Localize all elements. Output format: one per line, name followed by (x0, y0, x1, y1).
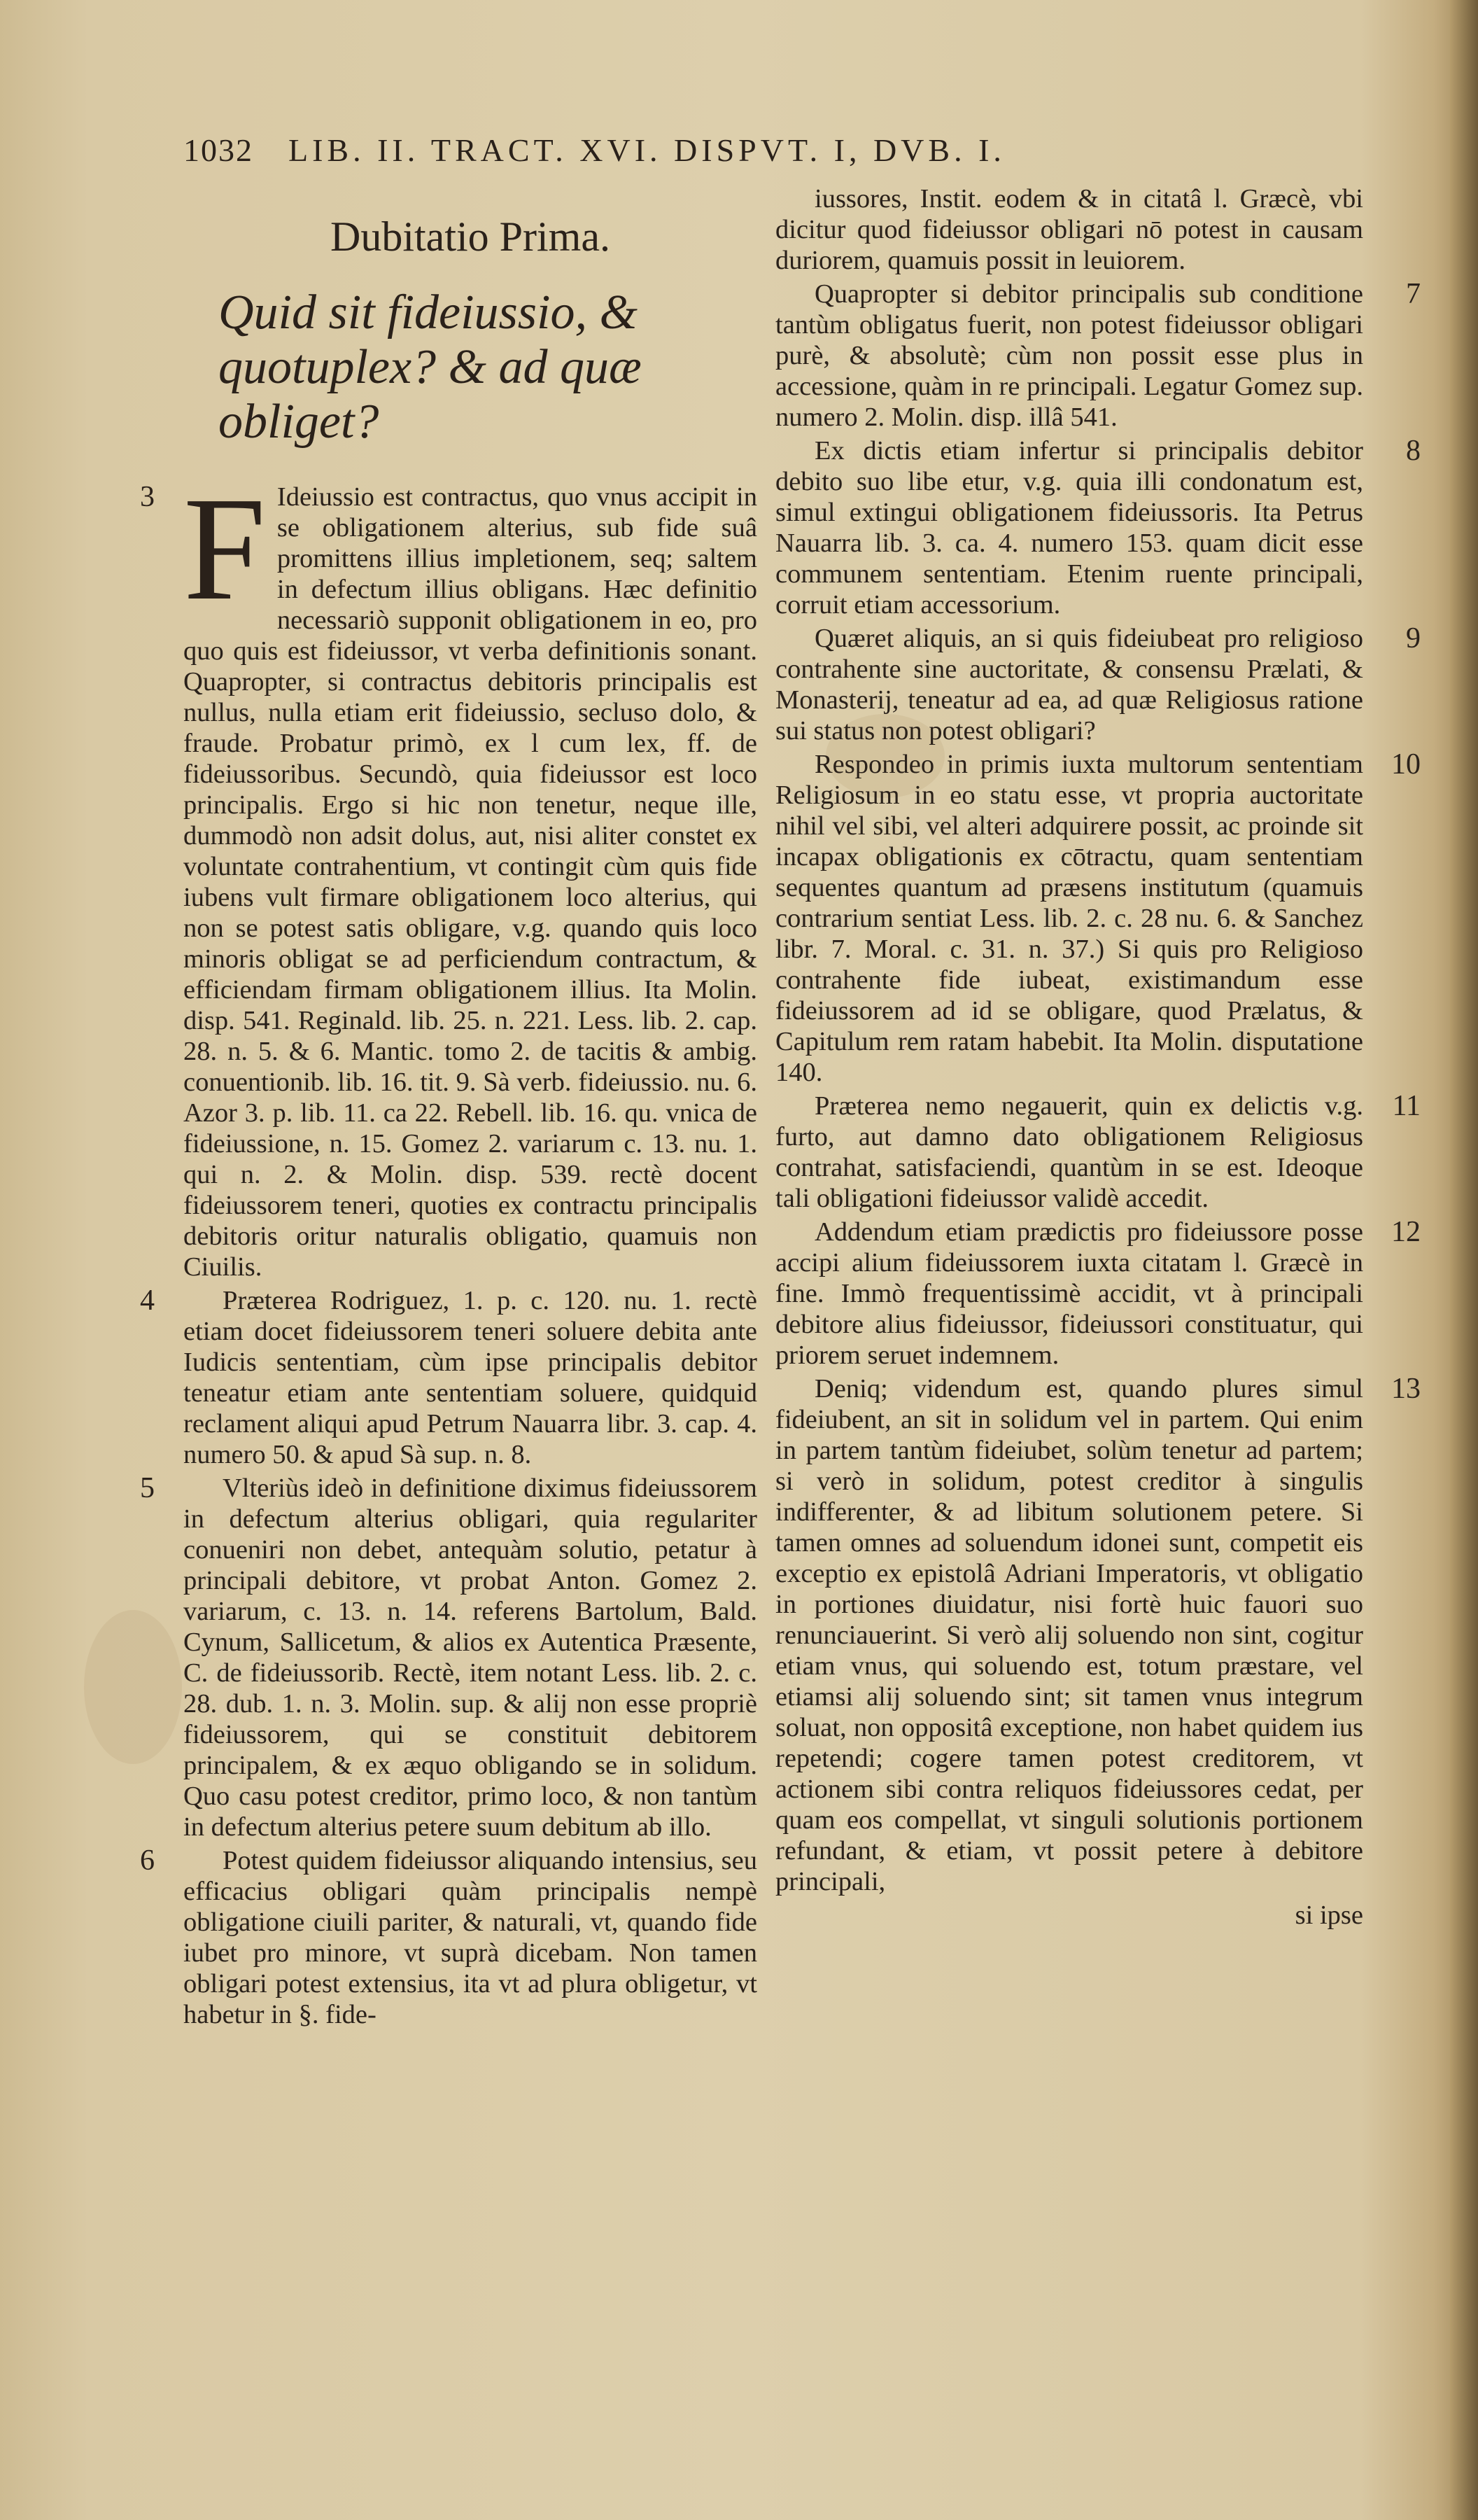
marginal-number: 12 (1391, 1216, 1421, 1248)
section-title: Dubitatio Prima. (330, 214, 610, 260)
marginal-number: 9 (1406, 622, 1421, 654)
paragraph-text: si ipse (1295, 1900, 1363, 1930)
paragraph-text: Quapropter si debitor principalis sub conditione tantùm obligatus fuerit, non potest fideiussor obligari purè, & absolutè; cùm non possit esse plus in accessione, quàm in re principali. Legatur Gomez sup. numero 2. Molin. disp. illâ 541. (775, 279, 1363, 432)
paragraph (775, 1090, 1421, 1214)
paragraph (775, 748, 1421, 1088)
paragraph-text: iussores, Instit. eodem & in citatâ l. Græcè, vbi dicitur quod fideiussor obligari nō potest in causam duriorem, quamuis possit in leuiorem. (775, 184, 1363, 275)
left-column (140, 203, 757, 2033)
paragraph-text: Vlteriùs ideò in definitione diximus fideiussorem in defectum alterius obligari, quia regulariter conueniri non debet, antequàm solutio, petatur à principali debitore, vt probat Anton. Gomez 2. variarum, c. 13. n. 14. referens Bartolum, Bald. Cynum, Sallicetum, & alios ex Autentica Præsente, C. de fideiussorib. Rectè, item notant Less. lib. 2. c. 28. dub. 1. n. 3. Molin. sup. & alij non esse propriè fideiussorem, qui se constituit debitorem principalem, & ex æquo obligando se in solidum. Quo casu potest creditor, primo loco, & non tantùm in defectum alterius petere suum debitum ab illo. (183, 1474, 757, 1842)
marginal-number: 7 (1406, 278, 1421, 310)
section-question: Quid sit fideiussio, & quotuplex? & ad quæ obliget? (218, 286, 642, 449)
paragraph-text: Quæret aliquis, an si quis fideiubeat pro religioso contrahente sine auctoritate, & consensu Prælati, & Monasterij, teneatur ad ea, ad quæ Religiosus ratione sui status non potest obligari? (775, 624, 1363, 746)
paragraph (775, 622, 1421, 746)
paragraph (775, 183, 1363, 276)
paragraph-text: Ideiussio est contractus, quo vnus accipit in se obligationem alterius, sub fide suâ promittens illius impletionem, seq; saltem in defectum illius obligans. Hæc definitio necessariò supponit obligationem in eo, pro quo quis est fideiussor, vt verba definitionis sonant. Quapropter, si contractus debitoris principalis est nullus, nulla etiam erit fideiussio, secluso dolo, & fraude. Probatur primò, ex l cum lex, ff. de fideiussoribus. Secundò, quia fideiussor est loco principalis. Ergo si hic non tenetur, neque ille, dummodò non adsit dolus, aut, nisi aliter constet ex voluntate contrahentium, vt contingit cùm quis fide iubens vult firmare obligationem loco alterius, qui non se potest satis obligare, v.g. quando quis loco minoris obligat se ad perficiendum contractum, & efficiendam firmam obligationem illius. Ita Molin. disp. 541. Reginald. lib. 25. n. 221. Less. lib. 2. cap. 28. n. 5. & 6. Mantic. tomo 2. de tacitis & ambig. conuentionib. lib. 16. tit. 9. Sà verb. fideiussio. nu. 6. Azor 3. p. lib. 11. ca 22. Rebell. lib. 16. qu. vnica de fideiussione, n. 15. Gomez 2. variarum c. 13. nu. 1. qui n. 2. & Molin. disp. 539. rectè docent fideiussorem teneri, quoties ex contractu principalis debitoris oritur naturalis obligatio, quamuis non Ciuilis. (183, 482, 757, 1282)
running-header (183, 132, 1401, 169)
paragraph-text: Addendum etiam prædictis pro fideiussore posse accipi alium fideiussorem iuxta citatam l. Græcè in fine. Immò frequentissimè accidit, vt à principali debitore alius fideiussor, fideiussori constituatur, qui priorem seruet indemnem. (775, 1217, 1363, 1370)
paragraph (140, 1844, 757, 2030)
paragraph-text: Deniq; videndum est, quando plures simul fideiubent, an sit in solidum vel in partem. Qui enim in partem tantùm fideiubet, solùm tenetur ad partem; si verò in solidum, potest creditor à singulis indifferenter, & ad libitum solutionem petere. Si tamen omnes ad soluendum idonei sunt, competit eis exceptio ex epistolâ Adriani Imperatoris, vt obligatio in portiones diuidatur, nisi fortè huic fauori suo renunciauerint. Si verò alij soluendo non sint, cogitur etiam vnus, qui soluendo est, totum præstare, vel etiamsi alij soluendo sint; sit tamen vnus integrum soluat, non oppositâ exceptione, non habet quidem ius repetendi; cogere tamen potest creditorem, vt actionem sibi contra reliquos fideiussores cedat, per quam eos compellat, vt singuli solutionis portionem refundant, & etiam, vt possit petere à debitore principali, (775, 1374, 1363, 1896)
running-head: LIB. II. TRACT. XVI. DISPVT. I, DVB. I. (288, 132, 1006, 168)
paragraph (775, 278, 1421, 433)
paragraph (140, 1472, 757, 1842)
paragraph (140, 1284, 757, 1470)
paragraph (775, 1216, 1421, 1371)
marginal-number: 11 (1392, 1090, 1421, 1122)
paragraph (775, 435, 1421, 620)
paragraph-text: Præterea nemo negauerit, quin ex delictis v.g. furto, aut damno dato obligationem Religiosus contrahat, satisfaciendi, quantùm in se est. Ideoque tali obligationi fideiussor validè accedit. (775, 1091, 1363, 1213)
paragraph-text: Præterea Rodriguez, 1. p. c. 120. nu. 1. rectè etiam docet fideiussorem teneri soluere debita ante Iudicis sententiam, cùm ipse principalis debitor teneatur etiam ante sententiam soluere, quidquid reclament aliqui apud Petrum Nauarra libr. 3. cap. 4. numero 50. & apud Sà sup. n. 8. (183, 1286, 757, 1469)
catchword (775, 1900, 1363, 1931)
page-number: 1032 (183, 132, 253, 168)
marginal-number: 4 (140, 1284, 155, 1317)
marginal-number: 3 (140, 481, 155, 513)
right-column (775, 183, 1421, 1933)
marginal-number: 8 (1406, 435, 1421, 467)
marginal-number: 5 (140, 1472, 155, 1504)
paragraph-text: Ex dictis etiam infertur si principalis debitor debito suo libe etur, v.g. quia illi condonatum est, simul extingui obligationem fideiussoris. Ita Petrus Nauarra lib. 3. ca. 4. numero 153. quam dicit esse communem sententiam. Etenim ruente principali, corruit etiam accessorium. (775, 436, 1363, 620)
paragraph (140, 466, 757, 1282)
paragraph-text: Potest quidem fideiussor aliquando intensius, seu efficacius obligari quàm principalis nempè obligatione ciuili pariter, & naturali, vt, quando fide iubet pro minore, vt suprà dicebam. Non tamen obligari potest extensius, ita vt ad plura obligetur, vt habetur in §. fide- (183, 1846, 757, 2029)
marginal-number: 10 (1391, 748, 1421, 780)
marginal-number: 6 (140, 1844, 155, 1877)
drop-cap: F (183, 466, 266, 631)
paragraph-text: Respondeo in primis iuxta multorum sententiam Religiosum in eo statu esse, vt propria auctoritate nihil vel sibi, vel alteri adquirere possit, ac proinde sit incapax obligationis ex cōtractu, quam sententiam sequentes quantum ad præsens institutum (quamuis contrarium sentiat Less. lib. 2. c. 28 nu. 6. & Sanchez libr. 7. Moral. c. 31. n. 37.) Si quis pro Religioso contrahente fide iubeat, existimandum esse fideiussorem ad id se obligare, quod Prælatus, & Capitulum rem ratam habebit. Ita Molin. disputatione 140. (775, 750, 1363, 1087)
paragraph (775, 1373, 1421, 1897)
marginal-number: 13 (1391, 1373, 1421, 1405)
